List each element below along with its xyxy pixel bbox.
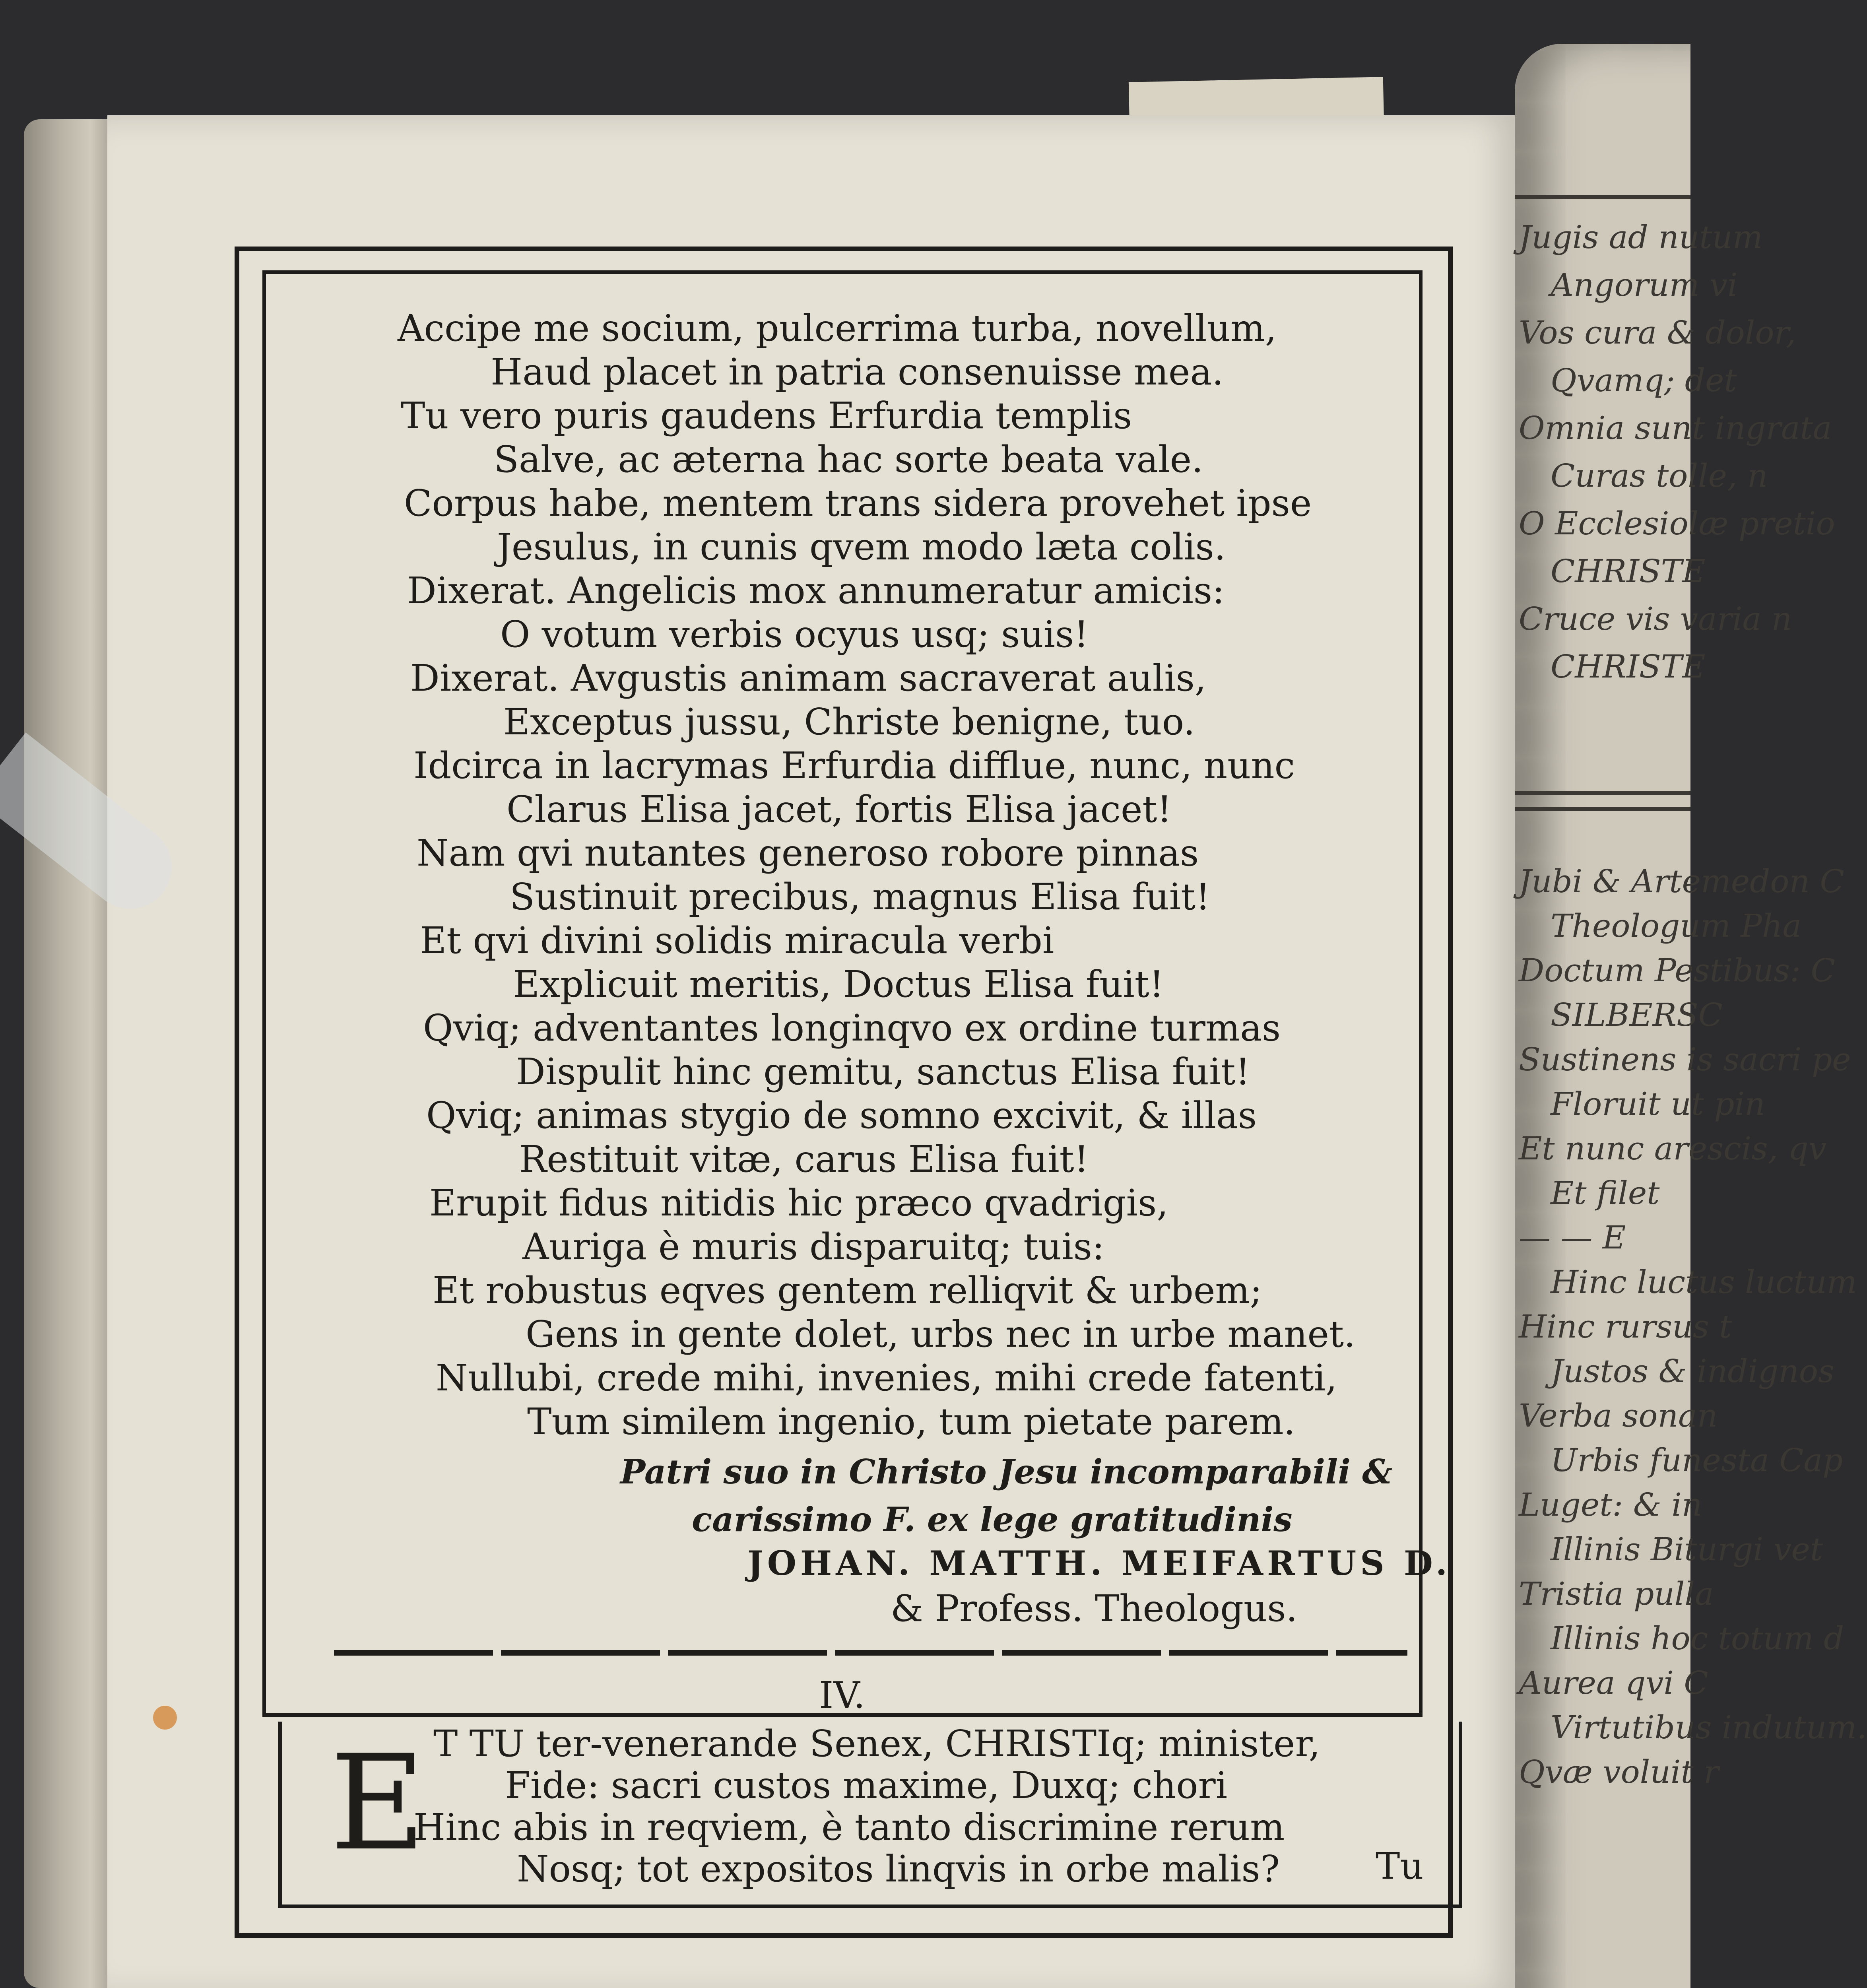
right-page-rule bbox=[1515, 195, 1690, 199]
poem-line: Clarus Elisa jacet, fortis Elisa jacet! bbox=[507, 788, 1172, 831]
poem-line: Restituit vitæ, carus Elisa fuit! bbox=[519, 1138, 1089, 1180]
poem-line: Corpus habe, mentem trans sidera provehet ipse bbox=[404, 482, 1312, 524]
right-page-line: — — E bbox=[1519, 1219, 1626, 1256]
poem-line: Et qvi divini solidis miracula verbi bbox=[420, 919, 1054, 962]
poem-line: Idcirca in lacrymas Erfurdia difflue, nunc, nunc bbox=[413, 744, 1295, 787]
right-page-line: CHRISTE bbox=[1551, 553, 1706, 590]
right-page-rule bbox=[1515, 791, 1690, 795]
poem-line: Explicuit meritis, Doctus Elisa fuit! bbox=[513, 963, 1164, 1006]
poem-line: Qviq; animas stygio de somno excivit, & illas bbox=[426, 1094, 1257, 1137]
section-iv-line: T TU ter-venerande Senex, CHRISTIq; minister, bbox=[433, 1722, 1320, 1765]
right-page-line: Sustinens is sacri pe bbox=[1519, 1041, 1851, 1078]
right-page-line: Vos cura & dolor, bbox=[1519, 314, 1796, 351]
dedication-line-2: carissimo F. ex lege gratitudinis bbox=[692, 1500, 1293, 1539]
poem-line: O votum verbis ocyus usq; suis! bbox=[500, 613, 1089, 656]
right-page-line: Jubi & Artemedon C bbox=[1519, 863, 1844, 900]
right-page-line: Omnia sunt ingrata bbox=[1519, 410, 1832, 447]
drop-capital: E bbox=[330, 1727, 426, 1879]
right-page-line: Doctum Pestibus: C bbox=[1519, 952, 1835, 989]
poem-line: Sustinuit precibus, magnus Elisa fuit! bbox=[510, 876, 1211, 918]
right-page bbox=[1515, 44, 1867, 1988]
right-page-line: Illinis hoc totum d bbox=[1551, 1620, 1844, 1657]
poem-line: Qviq; adventantes longinqvo ex ordine turmas bbox=[423, 1007, 1281, 1049]
poem-line: Et robustus eqves gentem relliqvit & urbem; bbox=[433, 1269, 1262, 1312]
section-number: IV. bbox=[819, 1674, 865, 1716]
page-stain bbox=[153, 1706, 177, 1730]
right-page-line: Verba sonan bbox=[1519, 1397, 1718, 1434]
poem-line: Erupit fidus nitidis hic præco qvadrigis, bbox=[429, 1182, 1168, 1224]
right-page-line: Aurea qvi C bbox=[1519, 1664, 1708, 1701]
right-page-line: SILBERSC bbox=[1551, 996, 1723, 1033]
poem-line: Nullubi, crede mihi, invenies, mihi crede fatenti, bbox=[436, 1357, 1337, 1399]
right-page-line: Qvamq; det bbox=[1551, 362, 1737, 399]
poem-line: Jesulus, in cunis qvem modo læta colis. bbox=[497, 526, 1226, 568]
dedication-title: & Profess. Theologus. bbox=[891, 1587, 1298, 1630]
right-page-line: Luget: & in bbox=[1519, 1486, 1702, 1523]
poem-line: Dixerat. Avgustis animam sacraverat aulis, bbox=[410, 657, 1207, 699]
poem-line: Accipe me socium, pulcerrima turba, novellum, bbox=[398, 307, 1277, 349]
right-page-line: Floruit ut pin bbox=[1551, 1085, 1765, 1122]
poem-line: Exceptus jussu, Christe benigne, tuo. bbox=[503, 701, 1195, 743]
dedication-line-1: Patri suo in Christo Jesu incomparabili & bbox=[620, 1452, 1393, 1491]
right-page-line: Cruce vis varia n bbox=[1519, 600, 1792, 637]
right-page-rule bbox=[1515, 807, 1690, 811]
poem-line: Gens in gente dolet, urbs nec in urbe manet. bbox=[526, 1313, 1356, 1355]
right-page-line: Illinis Biturgi vet bbox=[1551, 1531, 1823, 1568]
right-page-line: O Ecclesiolæ pretio bbox=[1519, 505, 1835, 542]
right-page-line: Tristia pulla bbox=[1519, 1575, 1714, 1612]
poem-line: Dixerat. Angelicis mox annumeratur amicis: bbox=[407, 569, 1225, 612]
right-page-line: Et nunc arescis, qv bbox=[1519, 1130, 1826, 1167]
right-page-line: Et filet bbox=[1551, 1175, 1660, 1211]
poem-line: Tu vero puris gaudens Erfurdia templis bbox=[401, 394, 1132, 437]
section-iv-line: Fide: sacri custos maxime, Duxq; chori bbox=[505, 1764, 1228, 1807]
right-page-line: Theologum Pha bbox=[1551, 907, 1802, 944]
right-page-line: Hinc rursus t bbox=[1519, 1308, 1732, 1345]
catchword: Tu bbox=[1376, 1845, 1424, 1887]
poem-line: Tum similem ingenio, tum pietate parem. bbox=[527, 1400, 1295, 1443]
right-page-line: Justos & indignos bbox=[1551, 1353, 1834, 1390]
section-separator bbox=[334, 1650, 1407, 1656]
right-page-line: Curas tolle, n bbox=[1551, 457, 1768, 494]
right-page-line: Hinc luctus luctum bbox=[1551, 1264, 1857, 1301]
right-page-line: Angorum vi bbox=[1551, 266, 1738, 303]
book-page-edges bbox=[24, 119, 119, 1988]
section-iv-line: Hinc abis in reqviem, è tanto discrimine rerum bbox=[413, 1806, 1285, 1848]
dedication-author: JOHAN. MATTH. MEIFARTUS D. bbox=[747, 1543, 1452, 1583]
right-page-line: Jugis ad nutum bbox=[1519, 219, 1763, 256]
poem-line: Haud placet in patria consenuisse mea. bbox=[491, 351, 1224, 393]
poem-line: Salve, ac æterna hac sorte beata vale. bbox=[494, 438, 1203, 481]
right-page-line: Qvæ voluit r bbox=[1519, 1753, 1719, 1790]
right-page-line: Urbis funesta Cap bbox=[1551, 1442, 1843, 1479]
right-page-line: Virtutibus indutum. bbox=[1551, 1709, 1867, 1746]
poem-line: Auriga è muris disparuitq; tuis: bbox=[522, 1225, 1105, 1268]
poem-line: Dispulit hinc gemitu, sanctus Elisa fuit! bbox=[516, 1050, 1250, 1093]
section-iv-line: Nosq; tot expositos linqvis in orbe malis? bbox=[517, 1848, 1280, 1890]
right-page-line: CHRISTE bbox=[1551, 648, 1706, 685]
poem-line: Nam qvi nutantes generoso robore pinnas bbox=[417, 832, 1199, 874]
